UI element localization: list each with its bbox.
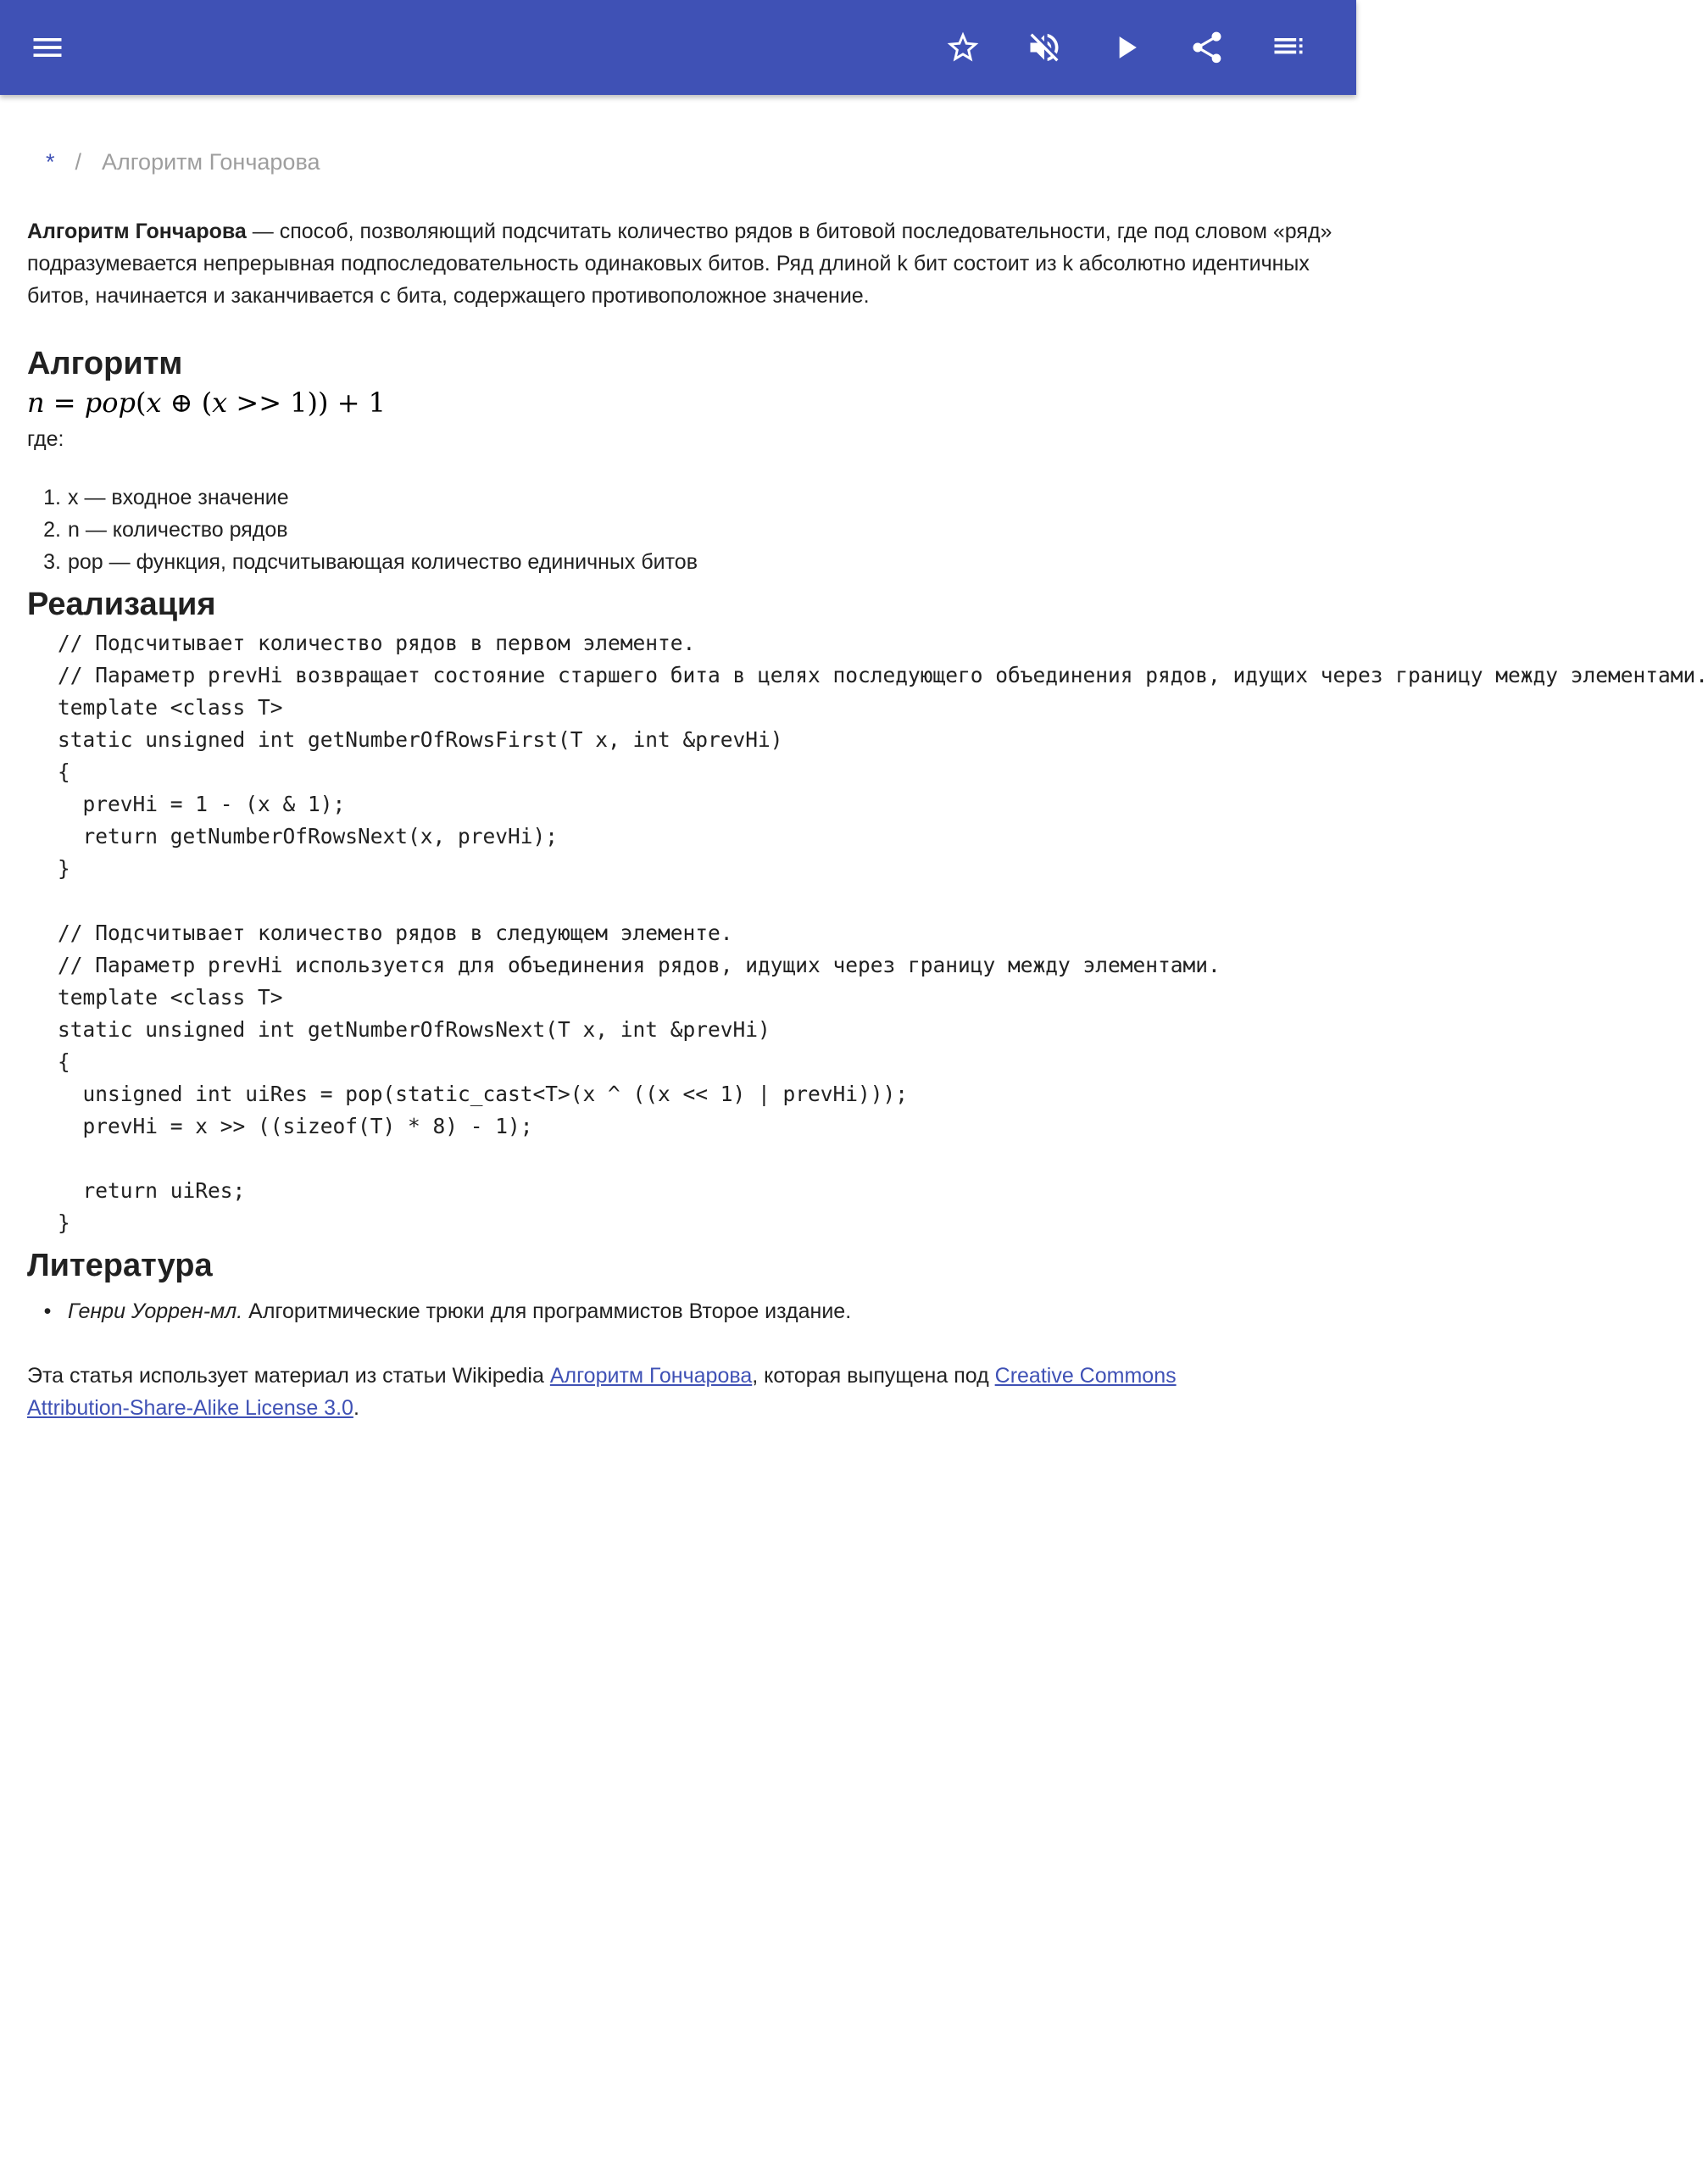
playlist-button[interactable] (1258, 17, 1319, 78)
code-line: // Параметр prevHi возвращает состояние старшего бита в целях последующего объединения рядов, идущих через границу между элементами. (58, 663, 1708, 687)
intro-term: Алгоритм Гончарова (27, 220, 247, 243)
code-line: } (58, 856, 70, 881)
intro-text: — способ, позволяющий подсчитать количество рядов в битовой последовательности, где под словом «ряд» подразумевается непрерывная подпоследовательность одинаковых битов. Ряд длиной k бит состоит из k абсолютно идентичных битов, начинается и заканчивается с бита, содержащего противоположное значение. (27, 220, 1332, 308)
where-label: где: (27, 427, 64, 451)
section-heading-implementation: Реализация (27, 587, 216, 622)
code-line: return getNumberOfRowsNext(x, prevHi); (58, 824, 559, 849)
section-heading-literature: Литература (27, 1248, 213, 1283)
share-icon (1188, 29, 1226, 66)
code-line: // Подсчитывает количество рядов в следующем элементе. (58, 921, 733, 945)
intro-paragraph (27, 215, 1332, 312)
literature-list (27, 1295, 851, 1327)
playlist-icon (1270, 29, 1307, 66)
code-line: unsigned int uiRes = pop(static_cast<T>(x ^ ((x << 1) | prevHi))); (58, 1082, 909, 1106)
code-block (58, 627, 1708, 1239)
play-button[interactable] (1095, 17, 1156, 78)
code-line: return uiRes; (58, 1178, 246, 1203)
license-link[interactable]: Creative Commons Attribution-Share-Alike License 3.0 (27, 1364, 1177, 1420)
favorite-button[interactable] (932, 17, 993, 78)
play-icon (1107, 29, 1144, 66)
code-line: // Параметр prevHi используется для объединения рядов, идущих через границу между элементами. (58, 953, 1221, 977)
star-outline-icon (944, 29, 982, 66)
code-line: { (58, 760, 70, 784)
attribution-paragraph: Эта статья использует материал из статьи Wikipedia Алгоритм Гончарова, которая выпущена под Creative Commons Attribution-Share-Alike License 3.0. (27, 1364, 1177, 1420)
code-line: template <class T> (58, 985, 283, 1010)
code-line (58, 885, 1355, 917)
code-line: static unsigned int getNumberOfRowsFirst(T x, int &prevHi) (58, 727, 783, 752)
app-bar (0, 0, 1356, 95)
breadcrumb-separator: / (75, 149, 82, 175)
code-line: } (58, 1210, 70, 1235)
code-line: { (58, 1049, 70, 1074)
list-item: • Генри Уоррен-мл. Алгоритмические трюки для программистов Второе издание. (43, 1299, 852, 1323)
list-item: 1. x — входное значение (43, 486, 289, 509)
code-line: prevHi = x >> ((sizeof(T) * 8) - 1); (58, 1114, 533, 1138)
menu-button[interactable] (17, 17, 78, 78)
menu-icon (29, 29, 66, 66)
code-line: template <class T> (58, 695, 283, 720)
breadcrumb-home-link[interactable]: * (46, 149, 55, 175)
literature-title: Алгоритмические трюки для программистов Второе издание. (242, 1299, 852, 1323)
literature-author: Генри Уоррен-мл. (68, 1299, 243, 1323)
code-line: static unsigned int getNumberOfRowsNext(T x, int &prevHi) (58, 1017, 771, 1042)
breadcrumb (46, 149, 320, 175)
list-item: 2. n — количество рядов (43, 518, 288, 542)
code-line (58, 1143, 1355, 1175)
code-line: prevHi = 1 - (x & 1); (58, 792, 346, 816)
definition-list (27, 481, 698, 578)
code-line: // Подсчитывает количество рядов в первом элементе. (58, 631, 696, 655)
formula: n = pop(x ⊕ (x >> 1)) + 1 (27, 387, 387, 419)
share-button[interactable] (1177, 17, 1238, 78)
volume-off-icon (1026, 29, 1063, 66)
section-heading-algorithm: Алгоритм (27, 346, 183, 381)
mute-button[interactable] (1014, 17, 1075, 78)
breadcrumb-current: Алгоритм Гончарова (102, 149, 320, 175)
wikipedia-article-link[interactable]: Алгоритм Гончарова (549, 1364, 753, 1388)
list-item: 3. pop — функция, подсчитывающая количество единичных битов (43, 550, 698, 574)
